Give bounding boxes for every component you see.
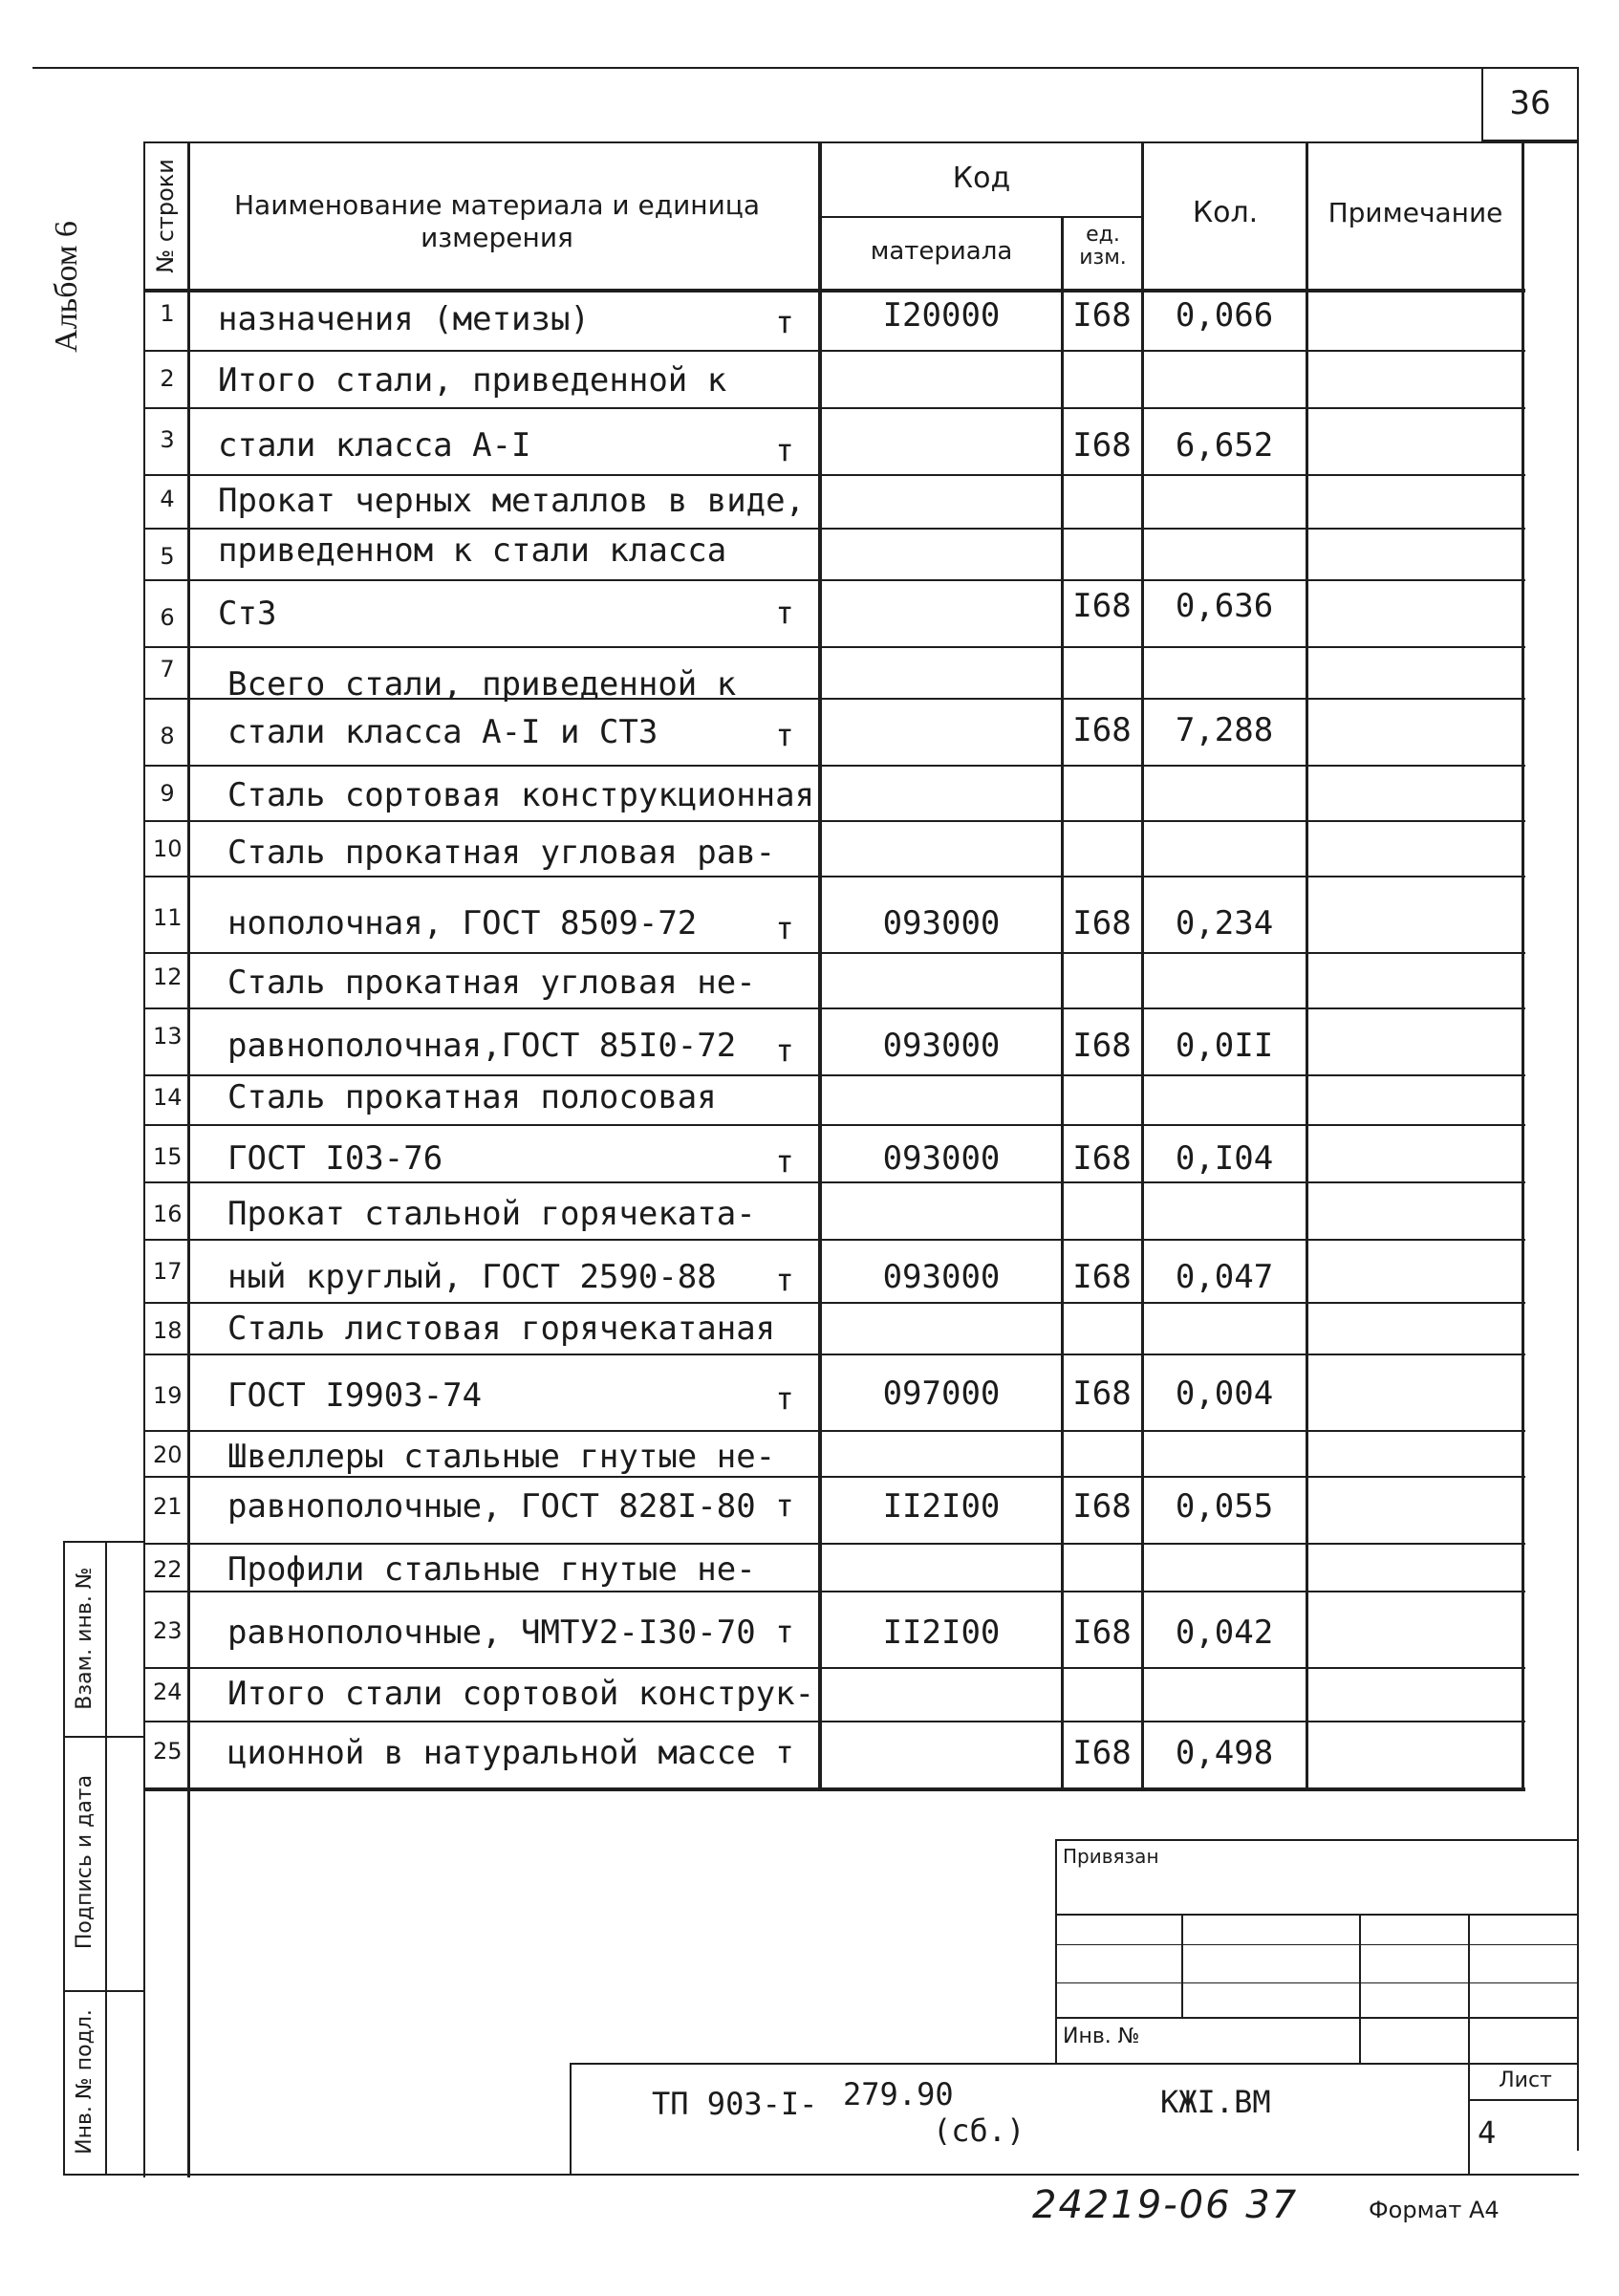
unit-symbol: т bbox=[775, 1487, 794, 1524]
row-number: 9 bbox=[160, 780, 175, 807]
inv-podl-label: Инв. № подл. bbox=[73, 2009, 97, 2155]
privyazan-label: Привязан bbox=[1063, 1845, 1159, 1868]
row-number: 25 bbox=[153, 1738, 183, 1765]
quantity: 0,042 bbox=[1175, 1614, 1274, 1652]
quantity: 0,004 bbox=[1175, 1375, 1274, 1413]
inv-no-label: Инв. № bbox=[1063, 2025, 1140, 2048]
material-name: равнополочные, ЧМТУ2-I30-70 bbox=[227, 1614, 756, 1652]
unit-code: I68 bbox=[1072, 1139, 1132, 1178]
side-stamp-inner bbox=[105, 1541, 107, 2176]
material-name: ционной в натуральной массе bbox=[227, 1734, 756, 1772]
unit-symbol: т bbox=[775, 1380, 794, 1417]
unit-symbol: т bbox=[775, 1032, 794, 1069]
material-code: II2I00 bbox=[882, 1614, 1001, 1652]
sheet-label: Лист bbox=[1499, 2069, 1552, 2092]
row-number: 15 bbox=[153, 1143, 183, 1170]
page-number-box-left bbox=[1481, 67, 1483, 141]
quantity: 0,498 bbox=[1175, 1734, 1274, 1772]
unit-code: I68 bbox=[1072, 1487, 1132, 1526]
unit-code-header: ед. изм. bbox=[1079, 223, 1127, 270]
material-name: Итого стали сортовой конструк- bbox=[227, 1675, 815, 1713]
unit-symbol: т bbox=[775, 910, 794, 946]
rownum-right-border bbox=[187, 141, 190, 2177]
quantity: 0,047 bbox=[1175, 1258, 1274, 1296]
side-stamp-left bbox=[63, 1541, 65, 2176]
quantity: 0,055 bbox=[1175, 1487, 1274, 1526]
row-number: 19 bbox=[153, 1382, 183, 1409]
code-subheader-line bbox=[818, 216, 1143, 218]
row-number: 12 bbox=[153, 964, 183, 990]
row-number: 14 bbox=[153, 1084, 183, 1111]
quantity-header: Кол. bbox=[1192, 196, 1259, 229]
side-stamp-sep-1 bbox=[63, 1736, 143, 1738]
material-name: назначения (метизы) bbox=[218, 300, 590, 338]
table-left-border bbox=[143, 141, 145, 2177]
unit-code: I68 bbox=[1072, 1734, 1132, 1772]
row-number: 16 bbox=[153, 1201, 183, 1227]
quantity: 0,I04 bbox=[1175, 1139, 1274, 1178]
material-name: ГОСТ I9903-74 bbox=[227, 1376, 483, 1415]
row-number: 7 bbox=[160, 656, 175, 682]
row-number: 4 bbox=[160, 486, 175, 512]
row-number: 17 bbox=[153, 1258, 183, 1285]
material-code: 093000 bbox=[882, 1027, 1001, 1065]
note-header: Примечание bbox=[1328, 197, 1503, 228]
quantity: 0,636 bbox=[1175, 587, 1274, 625]
material-code: 097000 bbox=[882, 1375, 1001, 1413]
material-name: равнополочная,ГОСТ 85I0-72 bbox=[227, 1027, 737, 1065]
material-code-header: материала bbox=[870, 237, 1013, 266]
material-name: Всего стали, приведенной к bbox=[227, 665, 737, 704]
row-number: 5 bbox=[160, 543, 175, 570]
quantity: 6,652 bbox=[1175, 426, 1274, 465]
code-group-header: Код bbox=[952, 162, 1011, 195]
row-number: 18 bbox=[153, 1317, 183, 1344]
material-code: 093000 bbox=[882, 904, 1001, 942]
material-name: Сталь прокатная угловая не- bbox=[227, 964, 756, 1002]
material-name: Итого стали, приведенной к bbox=[218, 361, 727, 400]
unit-code: I68 bbox=[1072, 587, 1132, 625]
unit-symbol: т bbox=[775, 1143, 794, 1180]
row-number: 22 bbox=[153, 1556, 183, 1583]
quantity: 0,234 bbox=[1175, 904, 1274, 942]
material-name: Прокат стальной горячеката- bbox=[227, 1195, 756, 1233]
row-number: 13 bbox=[153, 1023, 183, 1050]
unit-symbol: т bbox=[775, 1614, 794, 1650]
doc-code: ТП 903-I- bbox=[652, 2086, 818, 2122]
row-number: 3 bbox=[160, 426, 175, 453]
material-name: равнополочные, ГОСТ 828I-80 bbox=[227, 1487, 756, 1526]
material-code: 093000 bbox=[882, 1258, 1001, 1296]
material-name: стали класса А-I и СТ3 bbox=[227, 713, 658, 751]
material-name: ГОСТ I03-76 bbox=[227, 1139, 443, 1178]
doc-number: 279.90 bbox=[843, 2076, 954, 2112]
row-number: 21 bbox=[153, 1493, 183, 1520]
row-number: 11 bbox=[153, 904, 183, 931]
row-number: 1 bbox=[160, 300, 175, 327]
unit-symbol: т bbox=[775, 304, 794, 340]
podpis-data-label: Подпись и дата bbox=[73, 1774, 97, 1950]
album-label: Альбом 6 bbox=[49, 221, 84, 353]
unit-code: I68 bbox=[1072, 904, 1132, 942]
unit-code: I68 bbox=[1072, 426, 1132, 465]
quantity: 0,0II bbox=[1175, 1027, 1274, 1065]
row-number: 8 bbox=[160, 723, 175, 749]
doc-suffix: (сб.) bbox=[933, 2112, 1025, 2149]
side-stamp-bottom bbox=[63, 2174, 1579, 2176]
unit-symbol: т bbox=[775, 1262, 794, 1298]
quantity: 0,066 bbox=[1175, 296, 1274, 335]
material-name: ный круглый, ГОСТ 2590-88 bbox=[227, 1258, 717, 1296]
material-code: II2I00 bbox=[882, 1487, 1001, 1526]
page-number: 36 bbox=[1509, 84, 1551, 122]
unit-symbol: т bbox=[775, 595, 794, 631]
top-rule bbox=[32, 67, 1579, 69]
unit-code: I68 bbox=[1072, 1375, 1132, 1413]
unit-code: I68 bbox=[1072, 711, 1132, 749]
row-number: 20 bbox=[153, 1441, 183, 1468]
unit-code: I68 bbox=[1072, 1614, 1132, 1652]
material-name: Ст3 bbox=[218, 595, 277, 633]
quantity: 7,288 bbox=[1175, 711, 1274, 749]
material-name: Прокат черных металлов в виде, bbox=[218, 482, 806, 520]
material-name: Швеллеры стальные гнутые не- bbox=[227, 1438, 776, 1476]
material-name: Сталь прокатная угловая рав- bbox=[227, 834, 776, 872]
row-number: 10 bbox=[153, 835, 183, 862]
row-number-header: № строки bbox=[152, 159, 179, 273]
material-code: I20000 bbox=[882, 296, 1001, 335]
doc-mark: КЖI.ВМ bbox=[1160, 2084, 1271, 2120]
material-name: Сталь прокатная полосовая bbox=[227, 1078, 717, 1116]
vzam-inv-label: Взам. инв. № bbox=[73, 1567, 97, 1710]
row-number: 24 bbox=[153, 1679, 183, 1705]
header-bottom bbox=[143, 289, 1525, 292]
unit-code: I68 bbox=[1072, 1027, 1132, 1065]
material-name: нополочная, ГОСТ 8509-72 bbox=[227, 904, 698, 942]
material-code: 093000 bbox=[882, 1139, 1001, 1178]
name-header-text: Наименование материала и единица измерения bbox=[234, 189, 760, 253]
header-top bbox=[143, 141, 1579, 143]
material-name: приведенном к стали класса bbox=[218, 531, 727, 570]
material-name: Сталь листовая горячекатаная bbox=[227, 1310, 776, 1348]
unit-symbol: т bbox=[775, 717, 794, 753]
material-name: Сталь сортовая конструкционная bbox=[227, 776, 815, 814]
right-border bbox=[1577, 67, 1579, 2151]
material-name: Профили стальные гнутые не- bbox=[227, 1550, 756, 1589]
unit-code: I68 bbox=[1072, 296, 1132, 335]
format-label: Формат А4 bbox=[1369, 2197, 1500, 2223]
row-number: 6 bbox=[160, 604, 175, 631]
name-header bbox=[220, 189, 774, 254]
unit-symbol: т bbox=[775, 1734, 794, 1770]
unit-code: I68 bbox=[1072, 1258, 1132, 1296]
sheet-number: 4 bbox=[1478, 2114, 1497, 2151]
row-number: 2 bbox=[160, 365, 175, 392]
unit-symbol: т bbox=[775, 432, 794, 468]
handwritten-number: 24219-06 37 bbox=[1032, 2183, 1299, 2227]
row-number: 23 bbox=[153, 1617, 183, 1644]
material-name: стали класса А-I bbox=[218, 426, 531, 465]
